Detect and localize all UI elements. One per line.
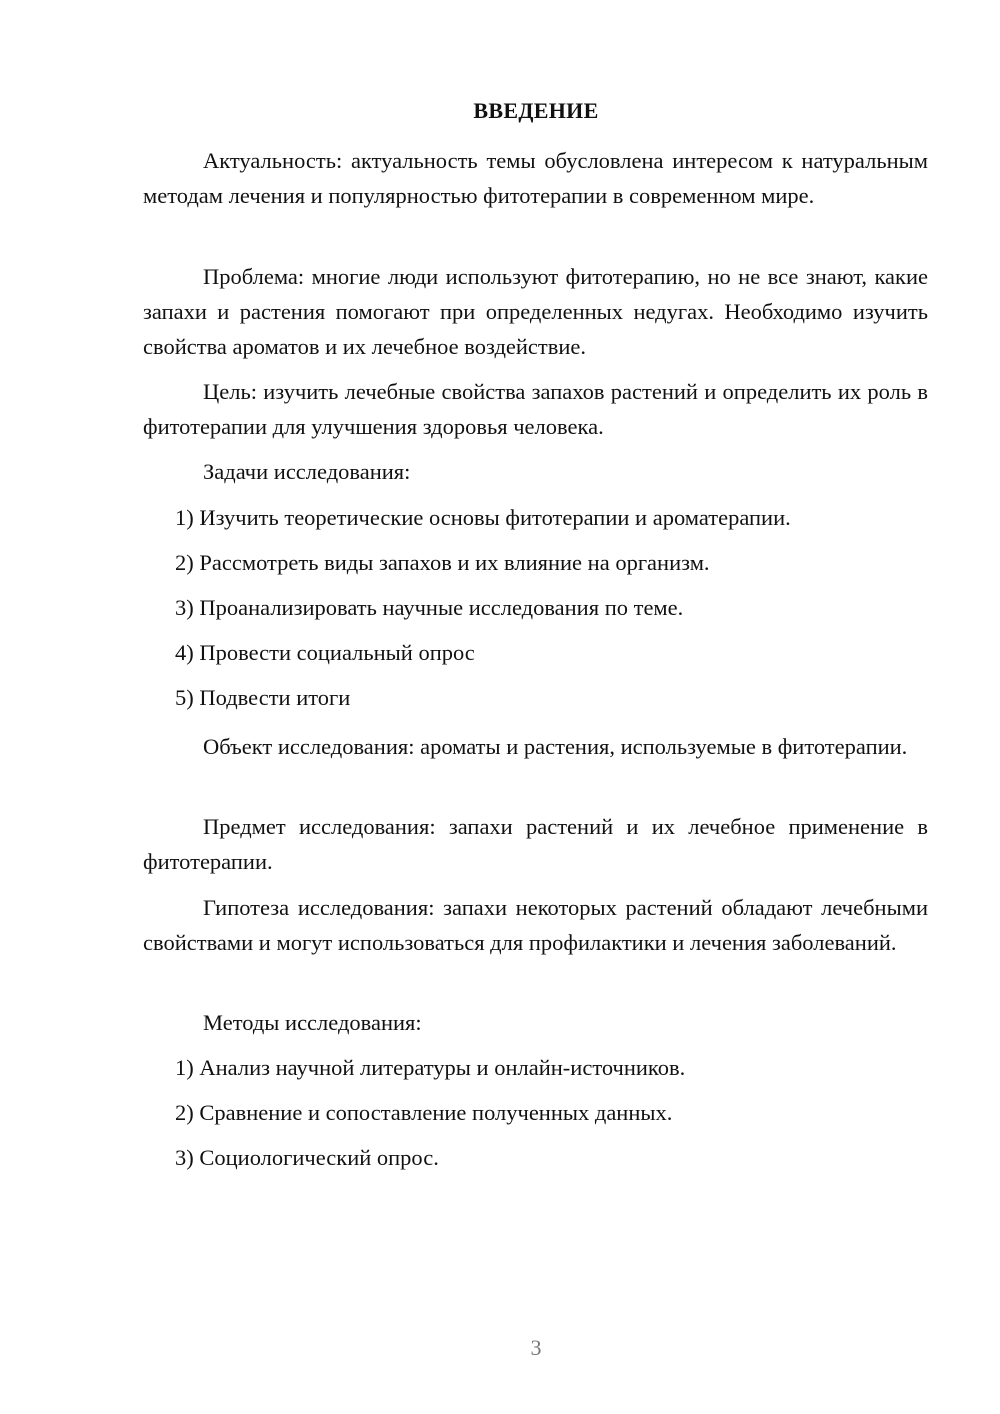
goal-paragraph: Цель: изучить лечебные свойства запахов растений и определить их роль в фитотерапии для улучшения здоровья человека. (143, 379, 928, 439)
task-item: 5) Подвести итоги (175, 685, 351, 710)
page-title: ВВЕДЕНИЕ (473, 98, 599, 123)
tasks-heading: Задачи исследования: (203, 459, 411, 484)
task-item: 1) Изучить теоретические основы фитотерапии и ароматерапии. (175, 505, 791, 530)
task-item: 4) Провести социальный опрос (175, 640, 475, 665)
task-item: 3) Проанализировать научные исследования по теме. (175, 595, 684, 620)
method-item: 1) Анализ научной литературы и онлайн-источников. (175, 1055, 686, 1080)
page-number: 3 (530, 1335, 542, 1360)
method-item: 2) Сравнение и сопоставление полученных данных. (175, 1100, 673, 1125)
problem-paragraph: Проблема: многие люди используют фитотерапию, но не все знают, какие запахи и растения помогают при определенных недугах. Необходимо изучить свойства ароматов и их лечебное воздействие. (143, 264, 928, 359)
object-paragraph: Объект исследования: ароматы и растения, используемые в фитотерапии. (203, 734, 908, 759)
relevance-paragraph: Актуальность: актуальность темы обусловлена интересом к натуральным методам лечения и популярностью фитотерапии в современном мире. (143, 148, 928, 208)
task-item: 2) Рассмотреть виды запахов и их влияние на организм. (175, 550, 710, 575)
method-item: 3) Социологический опрос. (175, 1145, 439, 1170)
hypothesis-paragraph: Гипотеза исследования: запахи некоторых растений обладают лечебными свойствами и могут использоваться для профилактики и лечения заболеваний. (143, 895, 928, 955)
methods-heading: Методы исследования: (203, 1010, 422, 1035)
subject-paragraph: Предмет исследования: запахи растений и их лечебное применение в фитотерапии. (143, 814, 928, 874)
